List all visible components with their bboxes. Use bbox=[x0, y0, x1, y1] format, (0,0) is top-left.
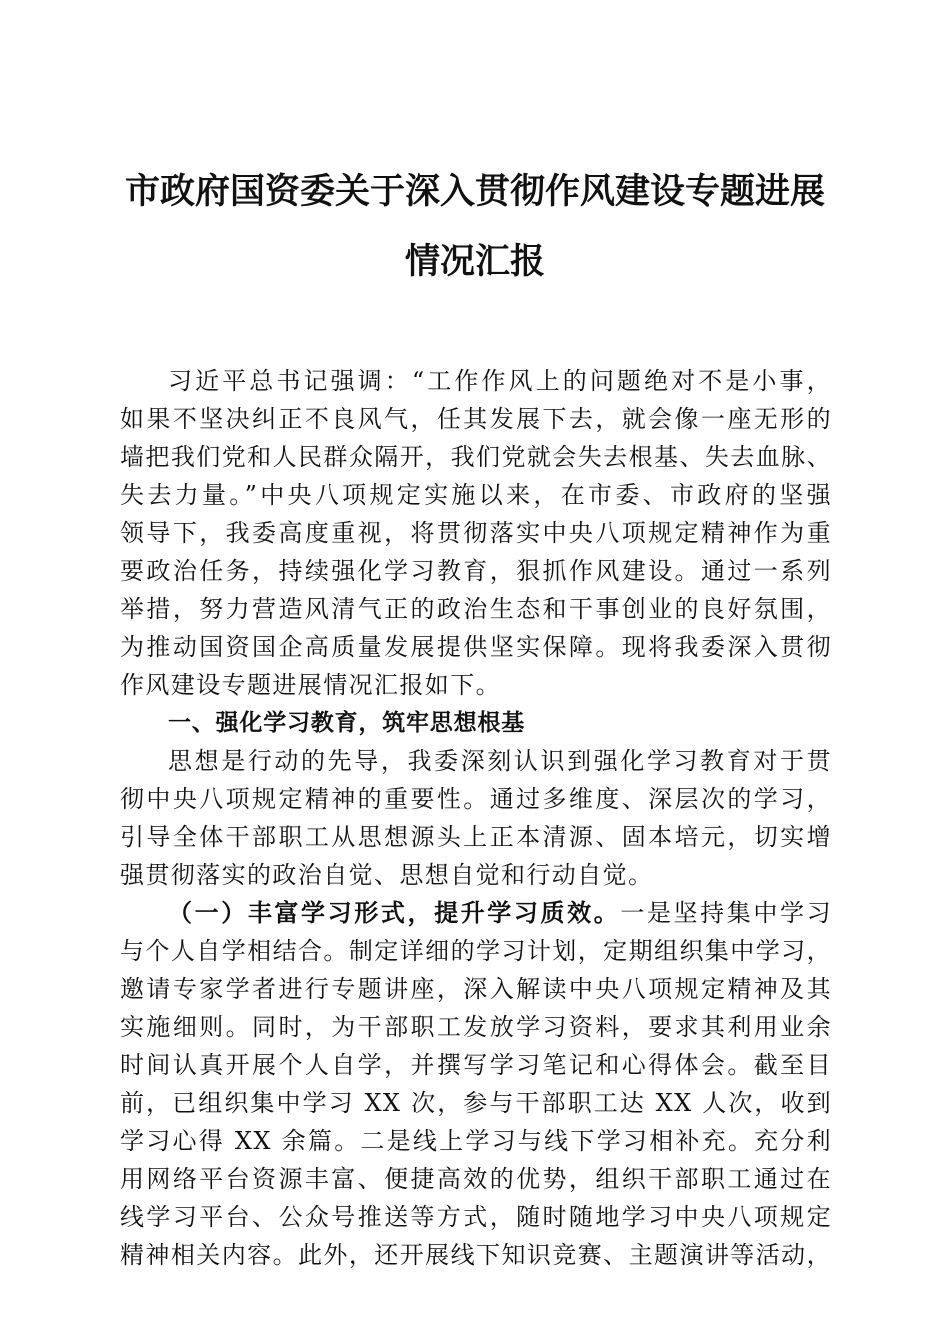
paragraph-3-line: 精神相关内容。此外，还开展线下知识竞赛、主题演讲等活动， bbox=[120, 1241, 832, 1269]
paragraph-3-line: 学习心得 XX 余篇。二是线上学习与线下学习相补充。充分利 bbox=[120, 1127, 832, 1155]
paragraph-3-line: 时间认真开展个人自学，并撰写学习笔记和心得体会。截至目 bbox=[120, 1051, 832, 1079]
paragraph-3-line: 与个人自学相结合。制定详细的学习计划，定期组织集中学习， bbox=[120, 937, 832, 965]
paragraph-1-line: 领导下，我委高度重视，将贯彻落实中央八项规定精神作为重 bbox=[120, 519, 832, 547]
paragraph-2-line: 引导全体干部职工从思想源头上正本清源、固本培元，切实增 bbox=[120, 823, 832, 851]
paragraph-3-line: 用网络平台资源丰富、便捷高效的优势，组织干部职工通过在 bbox=[120, 1165, 832, 1193]
paragraph-3-line: 实施细则。同时，为干部职工发放学习资料，要求其利用业余 bbox=[120, 1013, 832, 1041]
paragraph-2-line: 彻中央八项规定精神的重要性。通过多维度、深层次的学习， bbox=[120, 785, 832, 813]
paragraph-3-line: 前，已组织集中学习 XX 次，参与干部职工达 XX 人次，收到 bbox=[120, 1089, 832, 1117]
paragraph-1-line: 举措，努力营造风清气正的政治生态和干事创业的良好氛围， bbox=[120, 595, 832, 623]
paragraph-1-line: 习近平总书记强调：“工作作风上的问题绝对不是小事， bbox=[168, 367, 832, 395]
paragraph-1-line: 为推动国资国企高质量发展提供坚实保障。现将我委深入贯彻 bbox=[120, 633, 832, 661]
paragraph-1-line: 作风建设专题进展情况汇报如下。 bbox=[120, 671, 501, 699]
document-body bbox=[120, 362, 832, 1274]
paragraph-2-line: 强贯彻落实的政治自觉、思想自觉和行动自觉。 bbox=[120, 861, 654, 889]
paragraph-1-line: 失去力量。”中央八项规定实施以来，在市委、市政府的坚强 bbox=[120, 481, 832, 509]
document-title-line-1: 市政府国资委关于深入贯彻作风建设专题进展 bbox=[124, 171, 825, 212]
document-title-line-2: 情况汇报 bbox=[404, 241, 545, 282]
paragraph-3-line: 邀请专家学者进行专题讲座，深入解读中央八项规定精神及其 bbox=[120, 975, 832, 1003]
paragraph-1-line: 如果不坚决纠正不良风气，任其发展下去，就会像一座无形的 bbox=[120, 405, 832, 433]
section-1-heading: 一、强化学习教育，筑牢思想根基 bbox=[168, 710, 525, 736]
paragraph-1-line: 要政治任务，持续强化学习教育，狠抓作风建设。通过一系列 bbox=[120, 557, 832, 585]
subsection-1-title: （一）丰富学习形式，提升学习质效。 bbox=[168, 898, 621, 927]
subsection-1-first-line bbox=[120, 894, 832, 932]
paragraph-2-line: 思想是行动的先导，我委深刻认识到强化学习教育对于贯 bbox=[168, 747, 832, 775]
paragraph-1-line: 墙把我们党和人民群众隔开，我们党就会失去根基、失去血脉、 bbox=[120, 443, 832, 471]
paragraph-3-line: 线学习平台、公众号推送等方式，随时随地学习中央八项规定 bbox=[120, 1203, 832, 1231]
subsection-1-first-text: 一是坚持集中学习 bbox=[620, 899, 832, 927]
